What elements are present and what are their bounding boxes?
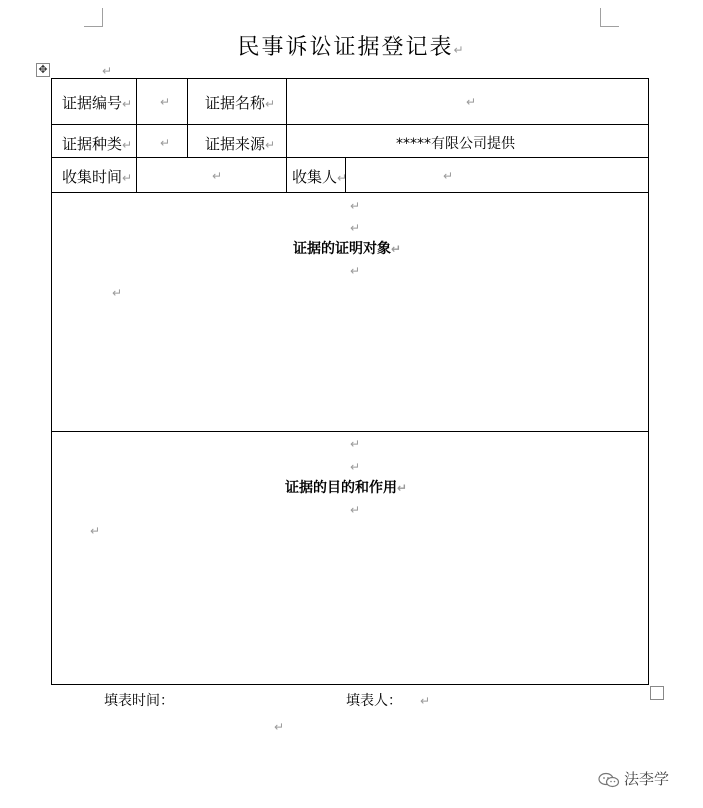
evidence-source-value[interactable]: *****有限公司提供 <box>396 136 515 152</box>
table-rule <box>286 79 287 157</box>
table-rule <box>52 192 648 193</box>
evidence-table <box>51 78 649 685</box>
collection-time-field[interactable]: ↵ <box>212 169 223 183</box>
table-rule <box>52 124 648 125</box>
collector-field[interactable]: ↵ <box>443 169 454 183</box>
proof-object-content[interactable]: ↵ <box>112 286 123 300</box>
evidence-name-field[interactable]: ↵ <box>466 95 477 109</box>
paragraph-mark: ↵ <box>350 264 361 278</box>
table-rule <box>52 431 648 432</box>
paragraph-mark: ↵ <box>350 503 361 517</box>
table-rule <box>187 79 188 157</box>
purpose-content[interactable]: ↵ <box>90 524 101 538</box>
crop-mark-top-left <box>84 8 103 27</box>
table-rule <box>52 157 648 158</box>
label-collection-time: 收集时间↵ <box>62 168 133 186</box>
table-resize-handle[interactable] <box>650 686 664 700</box>
watermark-brand-text: 法李学 <box>624 770 670 788</box>
filler-label: 填表人： ↵ <box>346 693 431 709</box>
table-rule <box>136 79 137 157</box>
label-evidence-source: 证据来源↵ <box>205 135 276 153</box>
table-move-handle-icon[interactable]: ✥ <box>36 63 50 77</box>
crop-mark-top-right <box>600 8 619 27</box>
paragraph-mark: ↵ <box>350 437 361 451</box>
paragraph-mark: ↵ <box>350 221 361 235</box>
label-evidence-type: 证据种类↵ <box>62 135 133 153</box>
table-rule <box>286 157 287 192</box>
evidence-number-field[interactable]: ↵ <box>160 95 171 109</box>
wechat-icon <box>598 772 620 788</box>
paragraph-mark: ↵ <box>274 720 285 734</box>
label-collector: 收集人↵ <box>292 168 348 186</box>
label-evidence-number: 证据编号↵ <box>62 94 133 112</box>
label-evidence-name: 证据名称↵ <box>205 94 276 112</box>
section-heading-purpose: 证据的目的和作用↵ <box>285 480 408 496</box>
section-heading-proof-object: 证据的证明对象↵ <box>293 241 402 257</box>
paragraph-mark: ↵ <box>350 199 361 213</box>
watermark <box>598 768 669 789</box>
evidence-type-field[interactable]: ↵ <box>160 136 171 150</box>
paragraph-mark: ↵ <box>102 64 113 78</box>
document-title: 民事诉讼证据登记表↵ <box>237 35 466 60</box>
fill-time-label: 填表时间： <box>104 693 174 709</box>
paragraph-mark: ↵ <box>350 460 361 474</box>
table-rule <box>136 157 137 192</box>
